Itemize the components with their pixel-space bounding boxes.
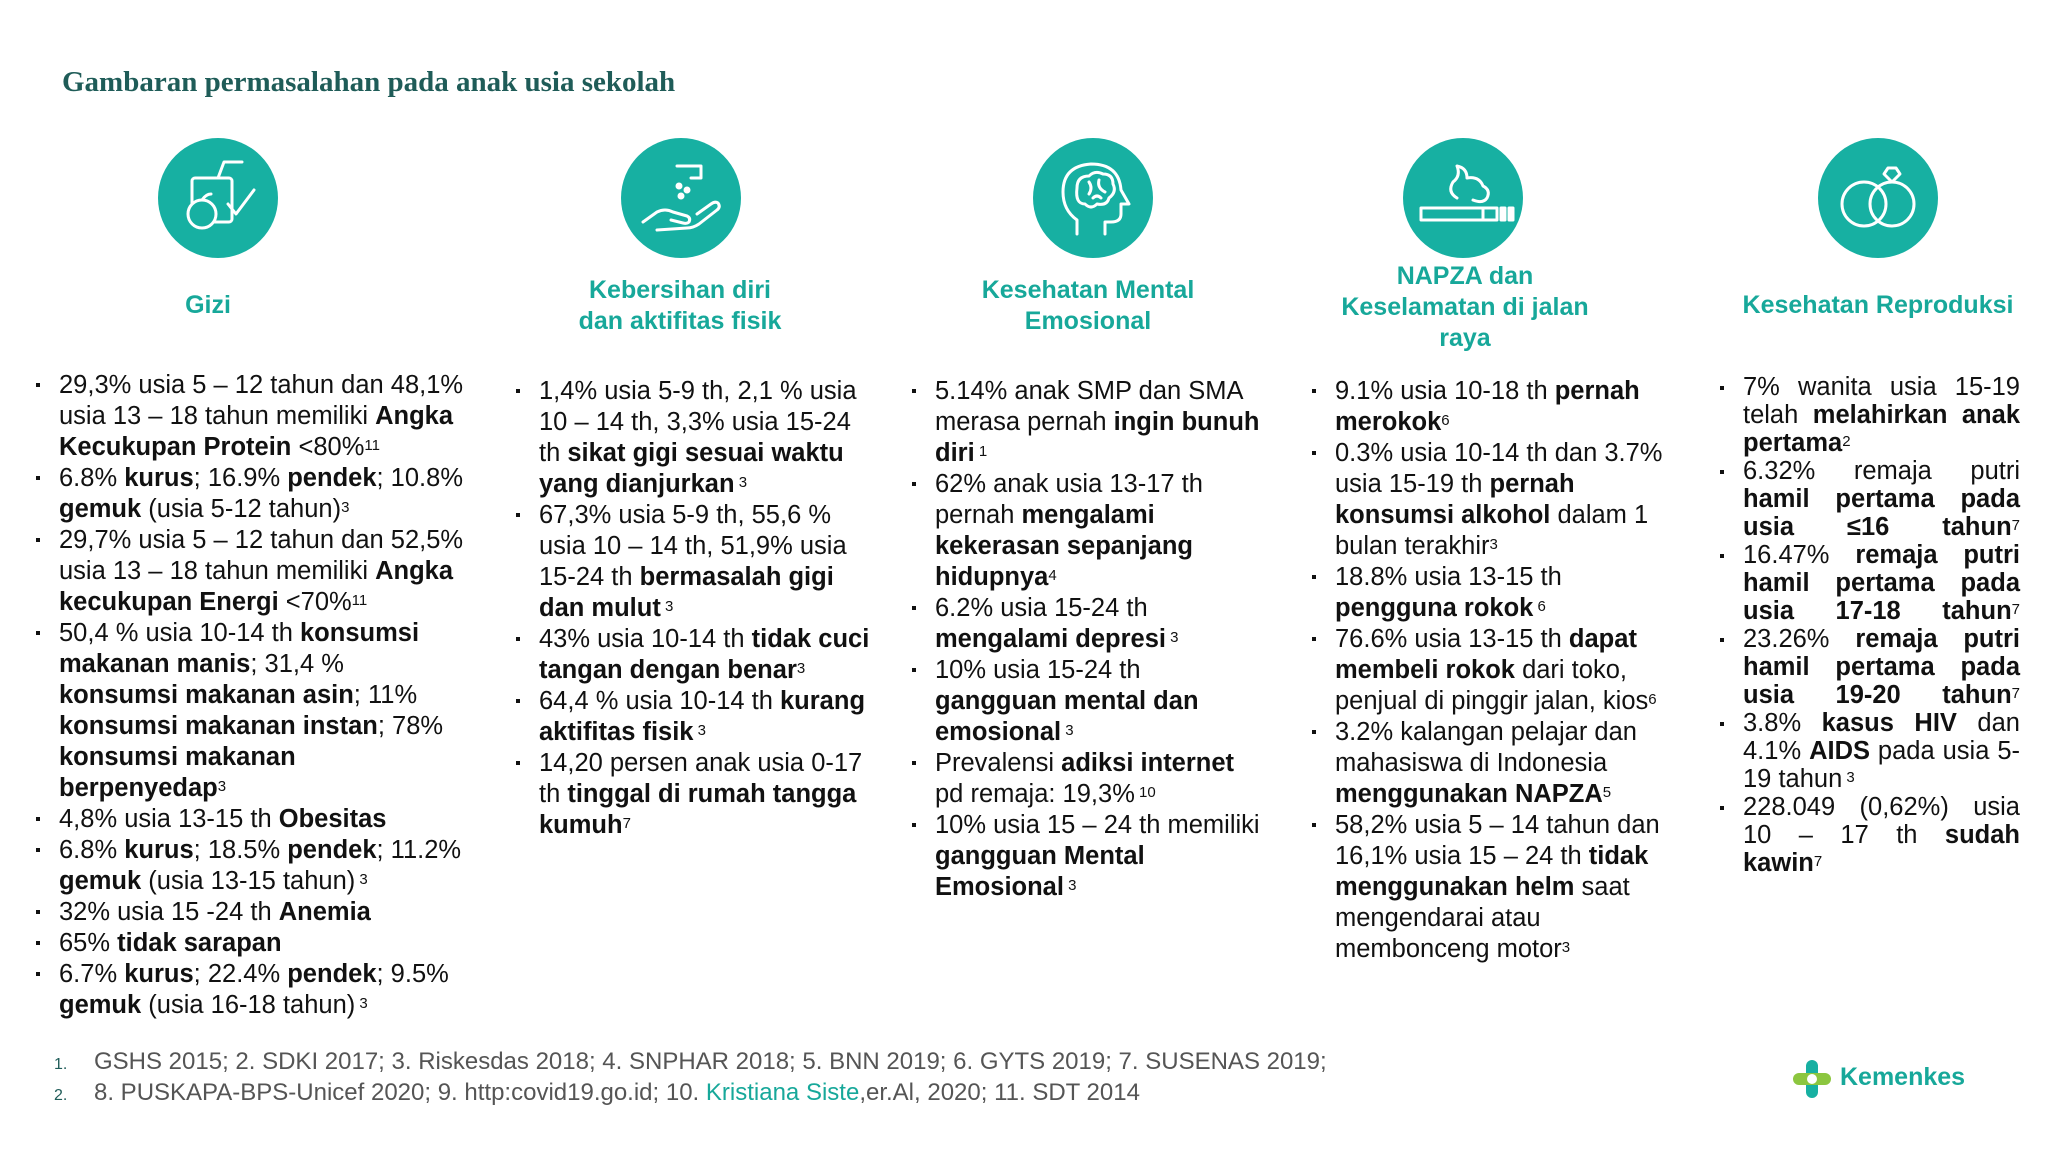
column-mental bbox=[912, 376, 1262, 903]
list-item: 76.6% usia 13-15 th dapat membeli rokok dari toko, penjual di pinggir jalan, kios$^6$ bbox=[1312, 624, 1682, 717]
list-item: 64,4 % usia 10-14 th kurang aktifitas fisik $^3$ bbox=[516, 686, 876, 748]
list-item: 18.8% usia 13-15 th pengguna rokok $^6$ bbox=[1312, 562, 1682, 624]
list-item: 29,7% usia 5 – 12 tahun dan 52,5% usia 13 – 18 tahun memiliki Angka kecukupan Energi <70%$^{11}$ bbox=[36, 525, 466, 618]
kemenkes-logo bbox=[1792, 1058, 1972, 1100]
nutrition-icon bbox=[158, 138, 278, 258]
list-item: 0.3% usia 10-14 th dan 3.7% usia 15-19 th pernah konsumsi alkohol dalam 1 bulan terakhir$^3$ bbox=[1312, 438, 1682, 562]
list-item: 228.049 (0,62%) usia 10 – 17 th sudah kawin$^7$ bbox=[1720, 793, 2020, 877]
bullet-list bbox=[912, 376, 1262, 903]
list-item: 6.32% remaja putri hamil pertama pada usia ≤16 tahun$^7$ bbox=[1720, 457, 2020, 541]
reference-number: 2. bbox=[54, 1087, 68, 1104]
list-item: 65% tidak sarapan bbox=[36, 928, 466, 959]
list-item: 10% usia 15-24 th gangguan mental dan emosional $^3$ bbox=[912, 655, 1262, 748]
list-item: 3.8% kasus HIV dan 4.1% AIDS pada usia 5-19 tahun $^3$ bbox=[1720, 709, 2020, 793]
column-gizi bbox=[36, 370, 466, 1021]
column-title-reproduksi: Kesehatan Reproduksi bbox=[1742, 291, 2014, 319]
handwash-icon bbox=[621, 138, 741, 258]
bullet-list bbox=[516, 376, 876, 841]
rings-icon bbox=[1818, 138, 1938, 258]
cigarette-icon bbox=[1403, 138, 1523, 258]
list-item: 23.26% remaja putri hamil pertama pada usia 19-20 tahun$^7$ bbox=[1720, 625, 2020, 709]
column-napza bbox=[1312, 376, 1682, 965]
list-item: Prevalensi adiksi internet pd remaja: 19,3% $^{10}$ bbox=[912, 748, 1262, 810]
list-item: 9.1% usia 10-18 th pernah merokok$^6$ bbox=[1312, 376, 1682, 438]
list-item: 58,2% usia 5 – 14 tahun dan 16,1% usia 15 – 24 th tidak menggunakan helm saat mengendarai atau membonceng motor$^3$ bbox=[1312, 810, 1682, 965]
list-item: 4,8% usia 13-15 th Obesitas bbox=[36, 804, 466, 835]
brain-head-icon bbox=[1033, 138, 1153, 258]
bullet-list bbox=[36, 370, 466, 1021]
column-title-kebersihan: Kebersihan diri dan aktifitas fisik bbox=[578, 276, 782, 335]
list-item: 6.8% kurus; 18.5% pendek; 11.2% gemuk (usia 13-15 tahun) $^3$ bbox=[36, 835, 466, 897]
logo-text: Kemenkes bbox=[1840, 1063, 1966, 1091]
list-item: 6.8% kurus; 16.9% pendek; 10.8% gemuk (usia 5-12 tahun)$^3$ bbox=[36, 463, 466, 525]
list-item: 7% wanita usia 15-19 telah melahirkan anak pertama$^2$ bbox=[1720, 373, 2020, 457]
column-reproduksi bbox=[1720, 373, 2020, 877]
column-title-mental: Kesehatan Mental Emosional bbox=[981, 276, 1195, 335]
list-item: 5.14% anak SMP dan SMA merasa pernah ingin bunuh diri $^1$ bbox=[912, 376, 1262, 469]
column-title-napza: NAPZA dan Keselamatan di jalan raya bbox=[1341, 262, 1589, 352]
list-item: 62% anak usia 13-17 th pernah mengalami kekerasan sepanjang hidupnya$^4$ bbox=[912, 469, 1262, 593]
column-title-gizi: Gizi bbox=[185, 291, 231, 319]
list-item: 67,3% usia 5-9 th, 55,6 % usia 10 – 14 th, 51,9% usia 15-24 th bermasalah gigi dan mulut $^3$ bbox=[516, 500, 876, 624]
list-item: 6.7% kurus; 22.4% pendek; 9.5% gemuk (usia 16-18 tahun) $^3$ bbox=[36, 959, 466, 1021]
page-title: Gambaran permasalahan pada anak usia sekolah bbox=[62, 66, 676, 98]
list-item: 14,20 persen anak usia 0-17 th tinggal di rumah tangga kumuh$^7$ bbox=[516, 748, 876, 841]
bullet-list bbox=[1720, 373, 2020, 877]
reference-number: 1. bbox=[54, 1056, 68, 1073]
footer-reference-1: 1. GSHS 2015; 2. SDKI 2017; 3. Riskesdas 2018; 4. SNPHAR 2018; 5. BNN 2019; 6. GYTS 2019; 7. SUSENAS 2019; bbox=[54, 1048, 1327, 1075]
list-item: 6.2% usia 15-24 th mengalami depresi $^3$ bbox=[912, 593, 1262, 655]
bullet-list bbox=[1312, 376, 1682, 965]
list-item: 10% usia 15 – 24 th memiliki gangguan Mental Emosional $^3$ bbox=[912, 810, 1262, 903]
list-item: 32% usia 15 -24 th Anemia bbox=[36, 897, 466, 928]
list-item: 1,4% usia 5-9 th, 2,1 % usia 10 – 14 th, 3,3% usia 15-24 th sikat gigi sesuai waktu yang dianjurkan $^3$ bbox=[516, 376, 876, 500]
kemenkes-mark-icon bbox=[1792, 1058, 1832, 1100]
list-item: 43% usia 10-14 th tidak cuci tangan dengan benar$^3$ bbox=[516, 624, 876, 686]
list-item: 3.2% kalangan pelajar dan mahasiswa di Indonesia menggunakan NAPZA$^5$ bbox=[1312, 717, 1682, 810]
list-item: 16.47% remaja putri hamil pertama pada usia 17-18 tahun$^7$ bbox=[1720, 541, 2020, 625]
footer-reference-2: 2. 8. PUSKAPA-BPS-Unicef 2020; 9. http:covid19.go.id; 10. Kristiana Siste,er.Al, 2020; 11. SDT 2014 bbox=[54, 1079, 1140, 1106]
column-kebersihan bbox=[516, 376, 876, 841]
list-item: 29,3% usia 5 – 12 tahun dan 48,1% usia 13 – 18 tahun memiliki Angka Kecukupan Protein <80%$^{11}$ bbox=[36, 370, 466, 463]
list-item: 50,4 % usia 10-14 th konsumsi makanan manis; 31,4 % konsumsi makanan asin; 11% konsumsi makanan instan; 78% konsumsi makanan berpenyedap$^3$ bbox=[36, 618, 466, 804]
